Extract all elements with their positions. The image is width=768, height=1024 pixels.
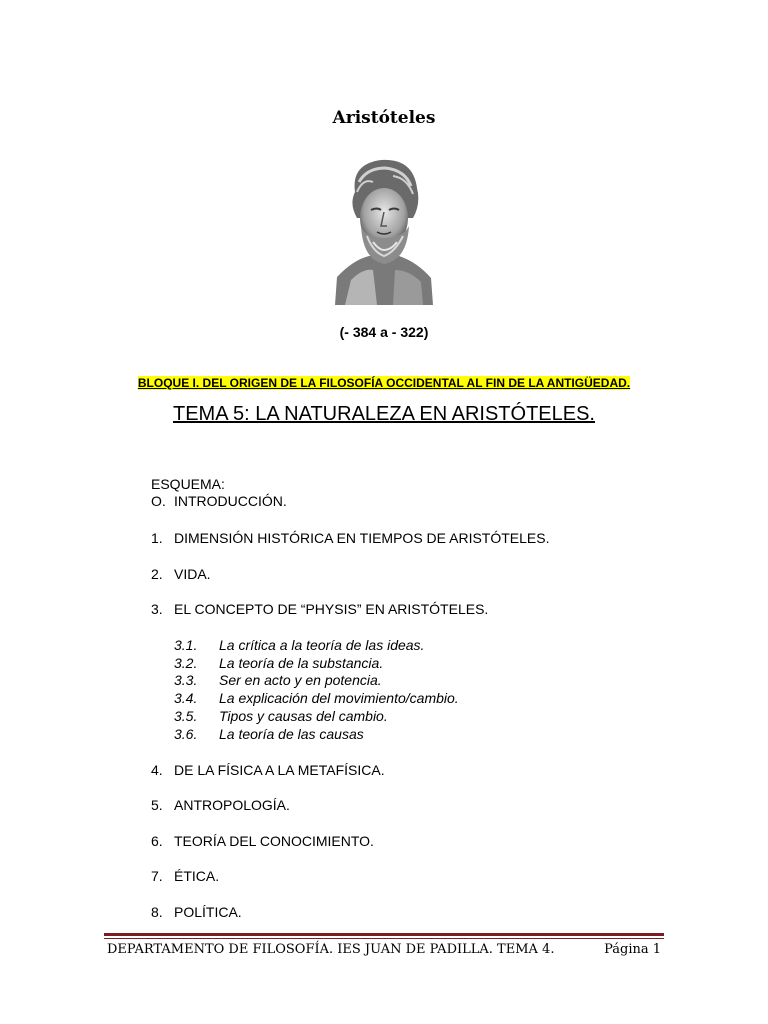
outline-item-num: 3. xyxy=(151,601,163,617)
outline-item-num: 6. xyxy=(151,833,163,849)
outline-item-num: 5. xyxy=(151,797,163,813)
outline-item xyxy=(151,530,549,546)
outline-intro-num: O. xyxy=(151,493,166,509)
outline-item-num: 8. xyxy=(151,904,163,920)
outline-subitem-text: La teoría de la substancia. xyxy=(219,655,384,671)
outline-item-num: 7. xyxy=(151,868,163,884)
outline-subitem-text: Ser en acto y en potencia. xyxy=(219,672,382,688)
outline-item-text: TEORÍA DEL CONOCIMIENTO. xyxy=(174,833,374,849)
outline-item-text: DIMENSIÓN HISTÓRICA EN TIEMPOS DE ARISTÓTELES. xyxy=(174,530,550,546)
outline-subitem xyxy=(174,690,459,706)
outline-subitem xyxy=(174,672,382,688)
footer-divider-thick xyxy=(104,933,664,936)
footer-divider-thin xyxy=(104,938,664,939)
outline-item-num: 1. xyxy=(151,530,163,546)
aristotle-bust-image xyxy=(333,152,435,305)
outline-subitem-text: Tipos y causas del cambio. xyxy=(219,708,388,724)
outline-item-num: 4. xyxy=(151,762,163,778)
outline-subitem-num: 3.3. xyxy=(174,672,198,688)
outline-item-text: ANTROPOLOGÍA. xyxy=(174,797,290,813)
outline-subitem xyxy=(174,708,388,724)
outline-item-text: DE LA FÍSICA A LA METAFÍSICA. xyxy=(174,762,385,778)
outline-heading: ESQUEMA: xyxy=(151,476,225,492)
footer-department: DEPARTAMENTO DE FILOSOFÍA. IES JUAN DE PADILLA. TEMA 4. xyxy=(107,942,555,957)
outline-item-text: POLÍTICA. xyxy=(174,904,242,920)
outline-subitem-text: La explicación del movimiento/cambio. xyxy=(219,690,459,706)
outline-subitem-num: 3.5. xyxy=(174,708,198,724)
outline-item-text: ÉTICA. xyxy=(174,868,220,884)
outline-item xyxy=(151,904,242,920)
outline-subitem xyxy=(174,726,364,742)
life-dates: (- 384 a - 322) xyxy=(339,324,429,340)
block-heading xyxy=(0,374,768,392)
document-title: Aristóteles xyxy=(332,108,436,128)
outline-subitem-num: 3.4. xyxy=(174,690,198,706)
outline-item xyxy=(151,797,290,813)
outline-subitem-num: 3.1. xyxy=(174,637,198,653)
outline-subitem-num: 3.2. xyxy=(174,655,198,671)
outline-subitem-num: 3.6. xyxy=(174,726,198,742)
outline-item xyxy=(151,762,385,778)
outline-item-text: VIDA. xyxy=(174,566,211,582)
page-footer xyxy=(107,942,661,957)
outline-item-num: 2. xyxy=(151,566,163,582)
outline-item xyxy=(151,601,488,617)
page-number: Página 1 xyxy=(604,942,661,957)
outline-item xyxy=(151,833,374,849)
outline-intro xyxy=(151,493,287,509)
topic-title: TEMA 5: LA NATURALEZA EN ARISTÓTELES. xyxy=(173,403,595,425)
block-heading-text: BLOQUE I. DEL ORIGEN DE LA FILOSOFÍA OCCIDENTAL AL FIN DE LA ANTIGÜEDAD. xyxy=(137,376,631,390)
outline-subitem xyxy=(174,637,424,653)
outline-intro-text: INTRODUCCIÓN. xyxy=(174,493,287,509)
outline-item-text: EL CONCEPTO DE “PHYSIS” EN ARISTÓTELES. xyxy=(174,601,489,617)
outline-item xyxy=(151,868,219,884)
outline-item xyxy=(151,566,211,582)
outline-subitem-text: La teoría de las causas xyxy=(219,726,364,742)
outline-subitem-text: La crítica a la teoría de las ideas. xyxy=(219,637,425,653)
outline-subitem xyxy=(174,655,383,671)
